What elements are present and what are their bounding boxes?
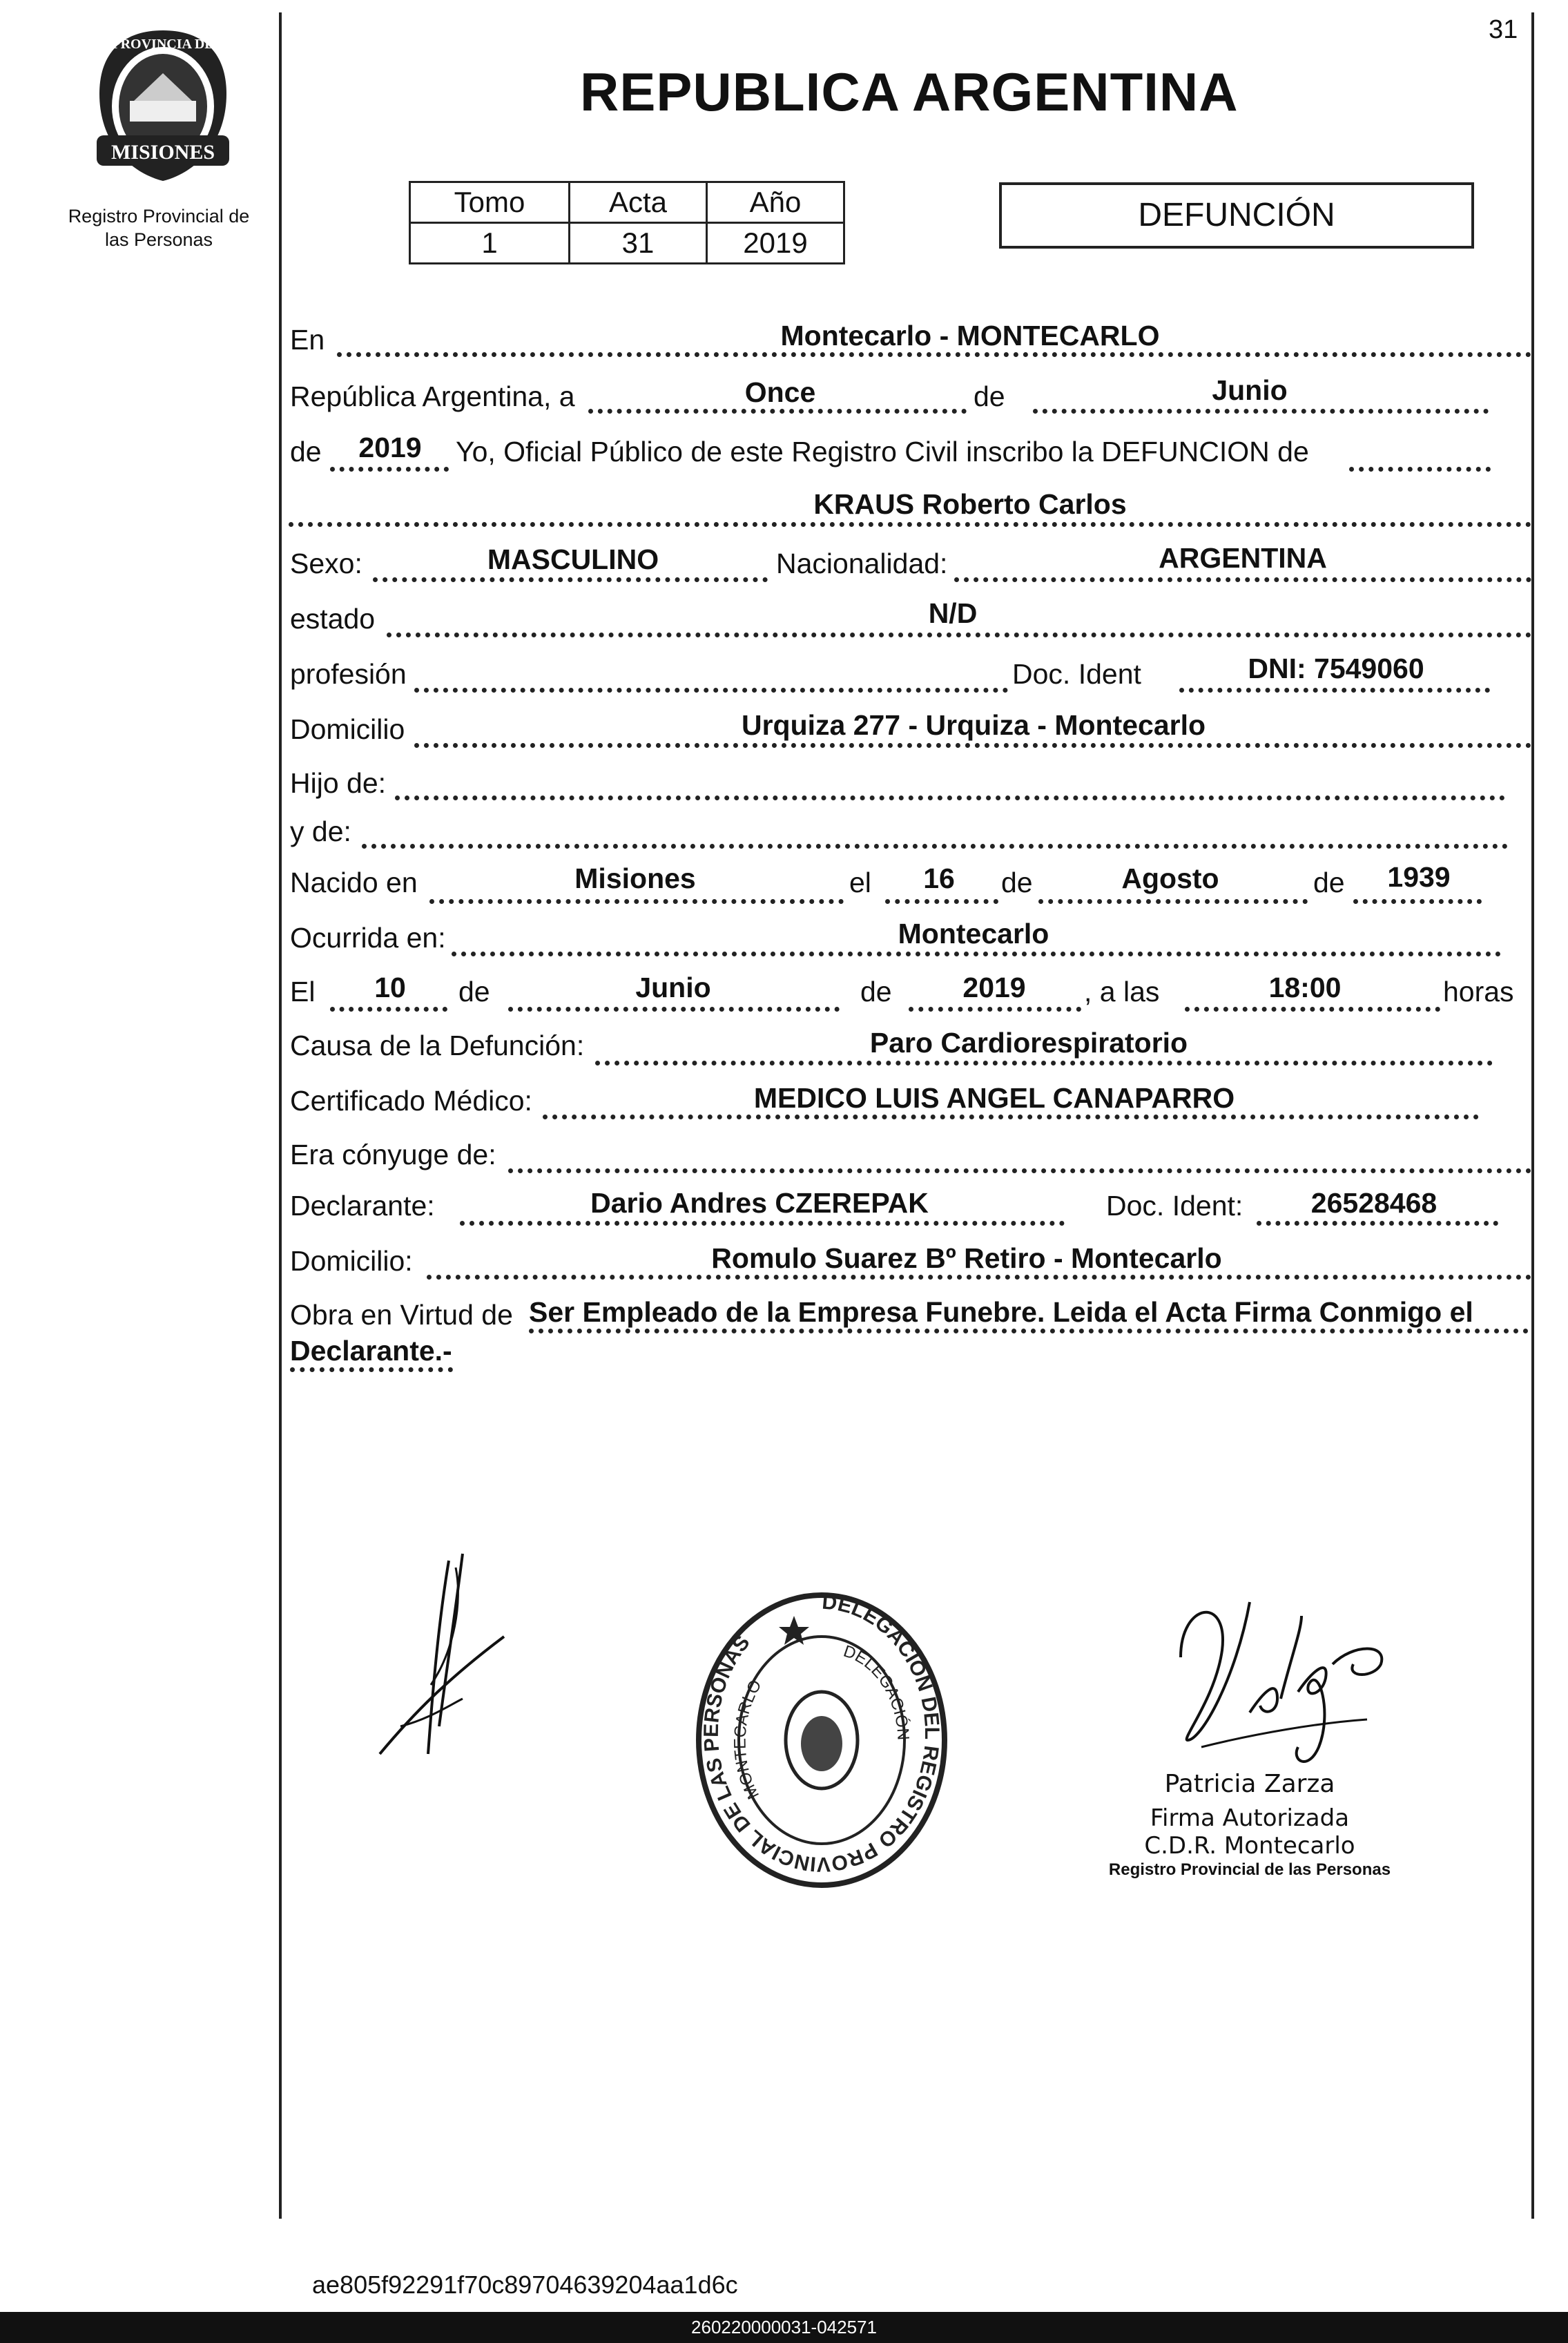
dotted-line xyxy=(1257,1221,1498,1226)
signatory-line-2: C.D.R. Montecarlo xyxy=(1144,1832,1355,1860)
dotted-line xyxy=(1038,899,1308,904)
label-el: el xyxy=(849,867,871,898)
signatory-line-3: Registro Provincial de las Personas xyxy=(1108,1860,1391,1879)
right-margin-line xyxy=(1531,12,1534,2219)
value-anio: 2019 xyxy=(358,432,422,463)
dotted-line xyxy=(414,688,1008,693)
dotted-line xyxy=(508,1168,1531,1173)
table-header-anio: Año xyxy=(707,182,844,223)
label-de: de xyxy=(1313,867,1345,898)
dotted-line xyxy=(543,1115,1479,1119)
value-certificado: MEDICO LUIS ANGEL CANAPARRO xyxy=(753,1082,1235,1114)
label-en: En xyxy=(290,324,325,356)
document-type-box: DEFUNCIÓN xyxy=(999,182,1474,249)
value-declarante-doc: 26528468 xyxy=(1310,1187,1438,1219)
value-nac-dia: 16 xyxy=(923,862,955,894)
seal-inner-right-text: DELEGACIÓN xyxy=(841,1641,913,1741)
label-horas: horas xyxy=(1443,976,1514,1007)
table-value-anio: 2019 xyxy=(707,223,844,264)
registry-name xyxy=(41,204,276,251)
value-domicilio: Urquiza 277 - Urquiza - Montecarlo xyxy=(741,709,1206,741)
value-lugar: Montecarlo - MONTECARLO xyxy=(780,320,1160,351)
dotted-line xyxy=(395,796,1505,800)
value-nacido-en: Misiones xyxy=(574,862,696,894)
value-doc-ident: DNI: 7549060 xyxy=(1248,653,1424,684)
signatory-line-1: Firma Autorizada xyxy=(1150,1804,1350,1832)
label-de: de xyxy=(974,380,1005,412)
value-declarante: Dario Andres CZEREPAK xyxy=(590,1187,929,1219)
label-sexo: Sexo: xyxy=(290,548,362,579)
seal-inner-left-text: MONTECARLO xyxy=(730,1677,766,1802)
label-doc-ident: Doc. Ident xyxy=(1012,658,1141,690)
value-nac-anio: 1939 xyxy=(1387,861,1451,893)
table-value-acta: 31 xyxy=(570,223,707,264)
dotted-line xyxy=(1349,467,1491,472)
value-declarante-domicilio: Romulo Suarez Bº Retiro - Montecarlo xyxy=(711,1242,1222,1274)
dotted-line xyxy=(954,577,1531,582)
dotted-line xyxy=(387,633,1531,637)
emblem-bottom-text: MISIONES xyxy=(110,141,215,164)
label-domicilio: Domicilio xyxy=(290,713,405,745)
dotted-line xyxy=(289,522,1531,527)
value-obra-line-2: Declarante.- xyxy=(290,1335,452,1367)
delegation-seal-icon xyxy=(690,1588,953,1892)
table-header-acta: Acta xyxy=(570,182,707,223)
dotted-line xyxy=(1353,899,1482,904)
dotted-line xyxy=(362,844,1508,849)
declarant-signature xyxy=(373,1547,511,1775)
value-causa: Paro Cardiorespiratorio xyxy=(869,1027,1188,1059)
registry-line-2: las Personas xyxy=(104,229,213,250)
seal-outer-text: DELEGACIÓN DEL REGISTRO PROVINCIAL DE LAS PERSONAS xyxy=(699,1590,943,1876)
dotted-line xyxy=(337,352,1531,357)
label-nacionalidad: Nacionalidad: xyxy=(776,548,948,579)
value-obra-line-1: Ser Empleado de la Empresa Funebre. Leida el Acta Firma Conmigo el xyxy=(529,1296,1473,1328)
label-y-de: y de: xyxy=(290,816,351,847)
signatory-name: Patricia Zarza xyxy=(1164,1770,1335,1798)
province-emblem-icon xyxy=(81,25,244,189)
value-nacionalidad: ARGENTINA xyxy=(1159,542,1327,574)
dotted-line xyxy=(1185,1007,1440,1012)
footer-code: 260220000031-042571 xyxy=(0,2312,1568,2343)
dotted-line xyxy=(885,899,998,904)
label-de: de xyxy=(860,976,892,1007)
dotted-line xyxy=(427,1275,1531,1280)
label-domicilio-colon: Domicilio: xyxy=(290,1245,413,1277)
page-number: 31 xyxy=(1489,15,1518,44)
label-profesion: profesión xyxy=(290,658,407,690)
dotted-line xyxy=(529,1329,1529,1333)
dotted-line xyxy=(414,743,1531,748)
dotted-line xyxy=(1179,688,1490,693)
dotted-line xyxy=(595,1061,1493,1066)
table-header-tomo: Tomo xyxy=(410,182,570,223)
dotted-line xyxy=(330,467,449,472)
label-el-cap: El xyxy=(290,976,316,1007)
dotted-line xyxy=(1033,409,1489,414)
left-margin-line xyxy=(279,12,282,2219)
label-doc-ident-colon: Doc. Ident: xyxy=(1106,1190,1243,1222)
dotted-line xyxy=(330,1007,447,1012)
label-hijo-de: Hijo de: xyxy=(290,767,387,799)
dotted-line xyxy=(373,577,768,582)
value-def-dia: 10 xyxy=(374,972,406,1003)
label-estado: estado xyxy=(290,603,376,635)
value-mes: Junio xyxy=(1212,374,1288,406)
label-republica: República Argentina, a xyxy=(290,380,575,412)
label-conyuge: Era cónyuge de: xyxy=(290,1139,496,1170)
svg-text:MONTECARLO xyxy=(730,1677,765,1802)
dotted-line xyxy=(508,1007,840,1012)
value-def-mes: Junio xyxy=(635,972,711,1003)
dotted-line xyxy=(290,1367,453,1372)
label-causa: Causa de la Defunción: xyxy=(290,1030,585,1061)
label-nacido-en: Nacido en xyxy=(290,867,418,898)
dotted-line xyxy=(429,899,844,904)
tomo-acta-anio-table xyxy=(409,181,845,264)
label-de: de xyxy=(458,976,490,1007)
authorized-signature xyxy=(1160,1574,1409,1782)
value-ocurrida-en: Montecarlo xyxy=(898,918,1049,949)
label-declarante: Declarante: xyxy=(290,1190,435,1222)
dotted-line xyxy=(909,1007,1081,1012)
document-hash: ae805f92291f70c89704639204aa1d6c xyxy=(312,2270,738,2299)
dotted-line xyxy=(460,1221,1065,1226)
value-def-hora: 18:00 xyxy=(1268,972,1342,1003)
emblem-top-text: PROVINCIA DE xyxy=(112,37,214,52)
dotted-line xyxy=(452,952,1501,956)
dotted-line xyxy=(588,409,967,414)
label-de: de xyxy=(290,436,322,467)
table-value-tomo: 1 xyxy=(410,223,570,264)
label-yo-oficial: Yo, Oficial Público de este Registro Civil inscribo la DEFUNCION de xyxy=(456,436,1309,467)
value-nac-mes: Agosto xyxy=(1121,862,1219,894)
label-certificado: Certificado Médico: xyxy=(290,1085,532,1117)
label-obra: Obra en Virtud de xyxy=(290,1299,513,1331)
page-title: REPUBLICA ARGENTINA xyxy=(580,61,1239,122)
registry-line-1: Registro Provincial de xyxy=(68,206,250,226)
value-def-anio: 2019 xyxy=(962,972,1026,1003)
value-estado: N/D xyxy=(928,597,978,629)
value-dia: Once xyxy=(744,376,816,408)
label-a-las: , a las xyxy=(1084,976,1160,1007)
value-fallecido: KRAUS Roberto Carlos xyxy=(813,488,1127,520)
label-de: de xyxy=(1001,867,1033,898)
label-ocurrida-en: Ocurrida en: xyxy=(290,922,446,954)
value-sexo: MASCULINO xyxy=(487,543,659,575)
